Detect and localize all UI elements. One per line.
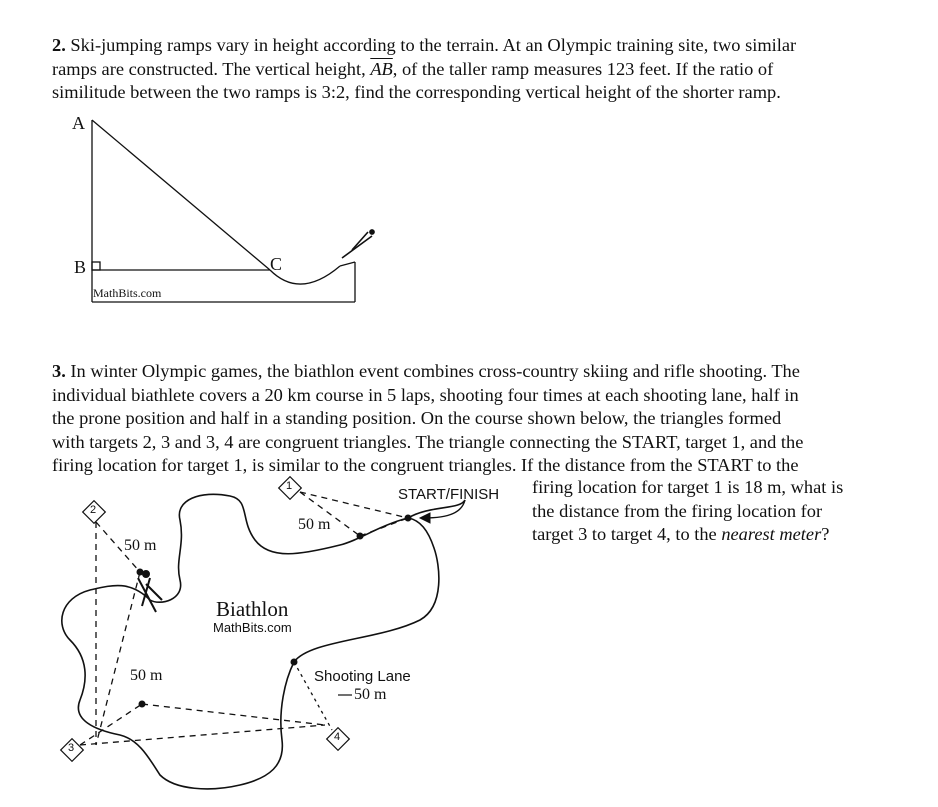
firing-point-1 — [357, 533, 364, 540]
problem-3-side-line-1: firing location for target 1 is 18 m, what is — [532, 477, 844, 497]
problem-3-line-2: individual biathlete covers a 20 km course in 5 laps, shooting four times at each shooting lane, half in — [52, 384, 799, 405]
start-finish-label: START/FINISH — [398, 486, 500, 503]
firing-point-4 — [291, 659, 298, 666]
ramp-slope — [92, 120, 270, 270]
shooting-lane-label: Shooting Lane — [314, 668, 411, 685]
ramp-figure — [92, 120, 374, 302]
firing-point-3 — [139, 701, 146, 708]
segment-ab: $\overline{AB}$ — [370, 58, 393, 79]
distance-top-label: 50 m — [298, 516, 331, 533]
problem-2-line-1: 2. Ski-jumping ramps vary in height according to the terrain. At an Olympic training site, two similar — [52, 35, 797, 55]
target-1-label: 1 — [286, 480, 293, 492]
problem-3-line-5: firing location for target 1, is similar to the congruent triangles. If the distance from the START to the — [52, 455, 799, 476]
problem-3-side-text — [532, 476, 912, 547]
target-2-label: 2 — [90, 504, 97, 516]
problem-3-line-3: the prone position and half in a standing position. On the course shown below, the triangles formed — [52, 408, 782, 429]
biathlete-icon — [138, 571, 162, 612]
distance-left-upper-label: 50 m — [124, 537, 157, 554]
problem-3-text — [52, 360, 892, 478]
shooting-distance-label: 50 m — [354, 686, 387, 703]
ramp-label-b: B — [74, 257, 87, 277]
right-angle-mark — [92, 262, 100, 270]
problem-3-line-4: with targets 2, 3 and 3, 4 are congruent triangles. The triangle connecting the START, target 1, and the — [52, 431, 804, 452]
target-3-label: 3 — [68, 742, 75, 754]
triangle-target2-target3 — [96, 522, 140, 745]
ramp-watermark: MathBits.com — [93, 286, 162, 300]
ramp-label-c: C — [270, 254, 283, 274]
problem-3-number: 3. — [52, 361, 66, 381]
problem-3-side-line-2: the distance from the firing location for — [532, 500, 823, 521]
skier-icon — [342, 230, 374, 258]
distance-left-lower-label: 50 m — [130, 667, 163, 684]
problem-2-number: 2. — [52, 35, 66, 55]
problem-2-line-2: ramps are constructed. The vertical height, $\overline{AB}$, of the taller ramp measures 123 feet. If the ratio of — [52, 58, 774, 79]
triangle-target3-target4 — [80, 704, 325, 745]
problem-3-side-line-3: target 3 to target 4, to the nearest meter? — [532, 524, 830, 545]
biathlon-title: Biathlon — [216, 597, 289, 621]
biathlon-watermark: MathBits.com — [213, 620, 292, 635]
target-4-label: 4 — [334, 731, 341, 743]
problem-2-line-3: similitude between the two ramps is 3:2, find the corresponding vertical height of the shorter ramp. — [52, 82, 781, 103]
start-point — [405, 515, 412, 522]
problem-3-line-1: 3. In winter Olympic games, the biathlon event combines cross-country skiing and rifle shooting. The — [52, 361, 800, 381]
nearest-meter-emphasis: nearest meter — [721, 524, 822, 545]
ramp-label-a: A — [72, 113, 85, 133]
